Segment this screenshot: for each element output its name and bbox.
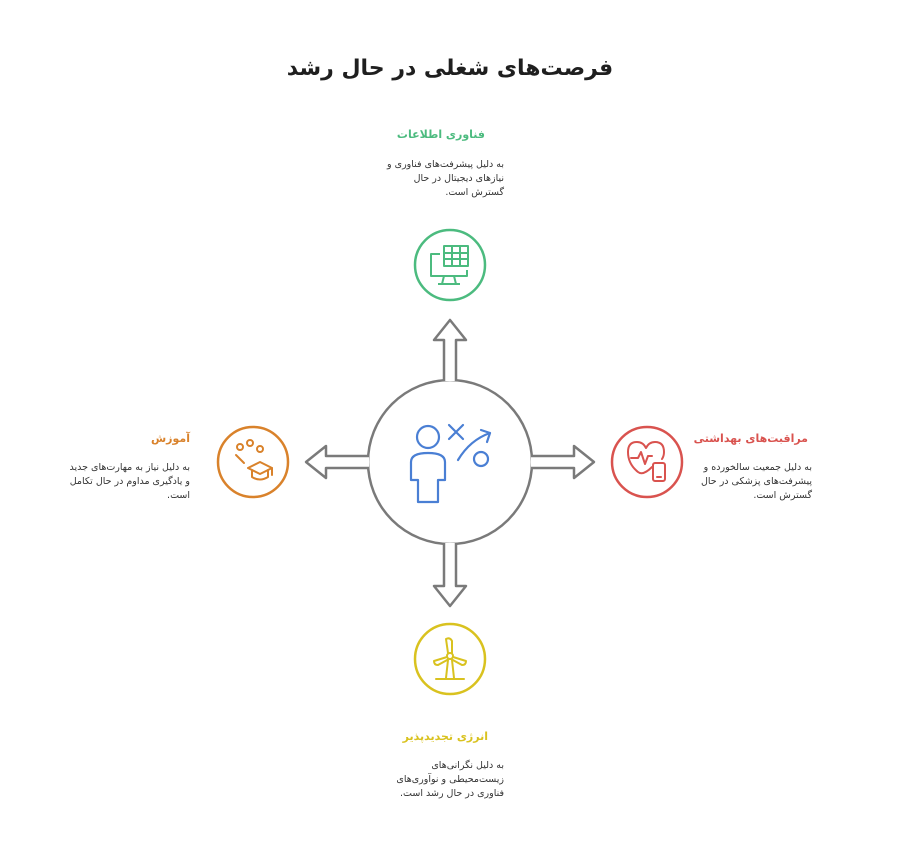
it-description-line: نیازهای دیجیتال در حال: [413, 173, 504, 184]
energy-description-line: به دلیل نگرانی‌های: [431, 760, 504, 771]
it-heading: فناوری اطلاعات: [396, 128, 485, 141]
healthcare-description-line: به دلیل جمعیت سالخورده و: [703, 462, 812, 473]
page-title: فرصت‌های شغلی در حال رشد: [286, 56, 614, 81]
healthcare-description-line: گسترش است.: [753, 490, 812, 501]
hub-circle: [368, 380, 532, 544]
healthcare-description: [672, 461, 812, 503]
energy-description-line: فناوری در حال رشد است.: [400, 788, 504, 799]
healthcare-heading: مراقبت‌های بهداشتی: [693, 432, 808, 445]
education-description: [48, 461, 190, 503]
arrow-down: [434, 543, 466, 606]
education-description-line: است.: [167, 490, 190, 501]
education-heading: آموزش: [151, 432, 190, 445]
education-description-line: به دلیل نیاز به مهارت‌های جدید: [69, 462, 190, 473]
it-description-line: گسترش است.: [445, 187, 504, 198]
arrow-left: [306, 446, 369, 478]
arrow-right: [531, 446, 594, 478]
energy-description: [370, 759, 504, 801]
energy-description-line: زیست‌محیطی و نوآوری‌های: [396, 774, 504, 785]
it-description-line: به دلیل پیشرفت‌های فناوری و: [387, 159, 504, 170]
energy-heading: انرژی تجدیدپذیر: [402, 730, 488, 743]
education-description-line: و یادگیری مداوم در حال تکامل: [69, 476, 190, 487]
education-node-circle: [218, 427, 288, 497]
it-description: [368, 158, 504, 200]
healthcare-description-line: پیشرفت‌های پزشکی در حال: [701, 476, 812, 487]
arrow-up: [434, 320, 466, 381]
